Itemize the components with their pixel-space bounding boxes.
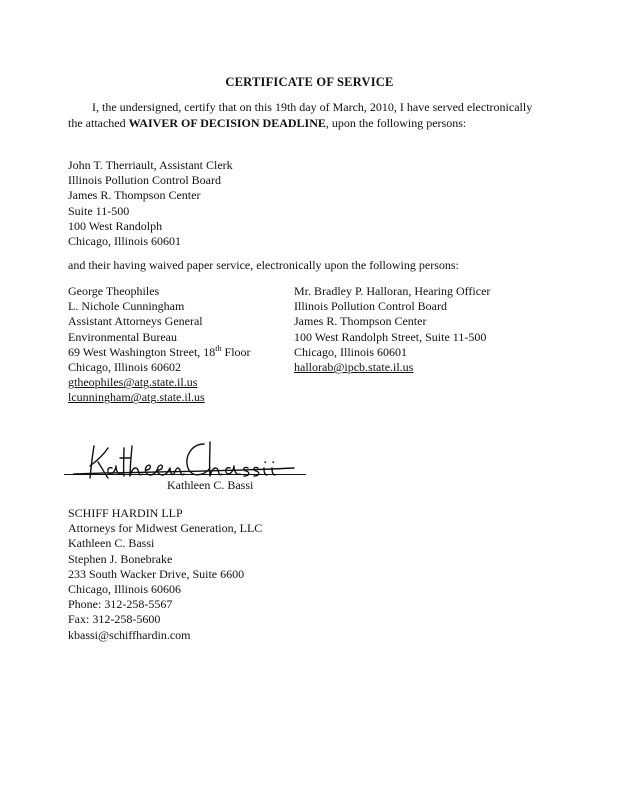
primary-recipient-address — [68, 158, 233, 249]
firm-fax: Fax: 312-258-5600 — [68, 612, 161, 627]
address-line: Suite 11-500 — [68, 203, 130, 218]
firm-line: SCHIFF HARDIN LLP — [68, 506, 183, 520]
law-firm-block — [68, 506, 262, 643]
served-document-name: WAIVER OF DECISION DEADLINE — [128, 115, 326, 130]
address-line: James R. Thompson Center — [68, 188, 201, 203]
recipient-email-link[interactable]: gtheophiles@atg.state.il.us — [68, 375, 198, 390]
intro-text-after: , upon the following persons: — [325, 115, 467, 130]
firm-line: Attorneys for Midwest Generation, LLC — [68, 521, 263, 536]
recipient-city: Chicago, Illinois 60602 — [68, 360, 181, 375]
firm-line: Stephen J. Bonebrake — [68, 551, 173, 566]
recipient-street: 69 West Washington Street, 18th Floor — [68, 343, 251, 359]
recipient-bureau: Environmental Bureau — [68, 329, 177, 344]
address-line: John T. Therriault, Assistant Clerk — [68, 158, 233, 172]
address-line: Illinois Pollution Control Board — [294, 299, 448, 314]
hearing-officer-recipient — [294, 284, 490, 375]
firm-line: Chicago, Illinois 60606 — [68, 582, 181, 597]
firm-line: Kathleen C. Bassi — [68, 536, 155, 551]
address-line: Chicago, Illinois 60601 — [294, 344, 407, 359]
intro-paragraph — [68, 100, 538, 131]
address-line: Chicago, Illinois 60601 — [68, 234, 181, 249]
recipient-email-link[interactable]: lcunningham@atg.state.il.us — [68, 390, 205, 405]
address-line: 100 West Randolph Street, Suite 11-500 — [294, 329, 487, 344]
signatory-printed-name: Kathleen C. Bassi — [167, 478, 254, 492]
recipient-name: George Theophiles — [68, 284, 160, 298]
recipient-name: L. Nichole Cunningham — [68, 299, 185, 314]
intro-text-before: I, the undersigned, certify that on this 19th day of March, 2010, I have served electronically the attached — [68, 100, 533, 130]
signature-line — [64, 474, 306, 475]
attorney-general-recipients — [68, 284, 251, 406]
address-line: Mr. Bradley P. Halloran, Hearing Officer — [294, 284, 491, 298]
address-line: Illinois Pollution Control Board — [68, 173, 222, 188]
recipient-office: Assistant Attorneys General — [68, 314, 203, 329]
firm-email[interactable]: kbassi@schiffhardin.com — [68, 627, 191, 642]
firm-phone: Phone: 312-258-5567 — [68, 597, 173, 612]
document-title: CERTIFICATE OF SERVICE — [225, 75, 394, 89]
address-line: 100 West Randolph — [68, 218, 163, 233]
address-line: James R. Thompson Center — [294, 314, 427, 329]
recipient-email-link[interactable]: hallorab@ipcb.state.il.us — [294, 360, 414, 375]
waived-service-text: and their having waived paper service, electronically upon the following persons: — [68, 258, 459, 272]
firm-line: 233 South Wacker Drive, Suite 6600 — [68, 566, 245, 581]
